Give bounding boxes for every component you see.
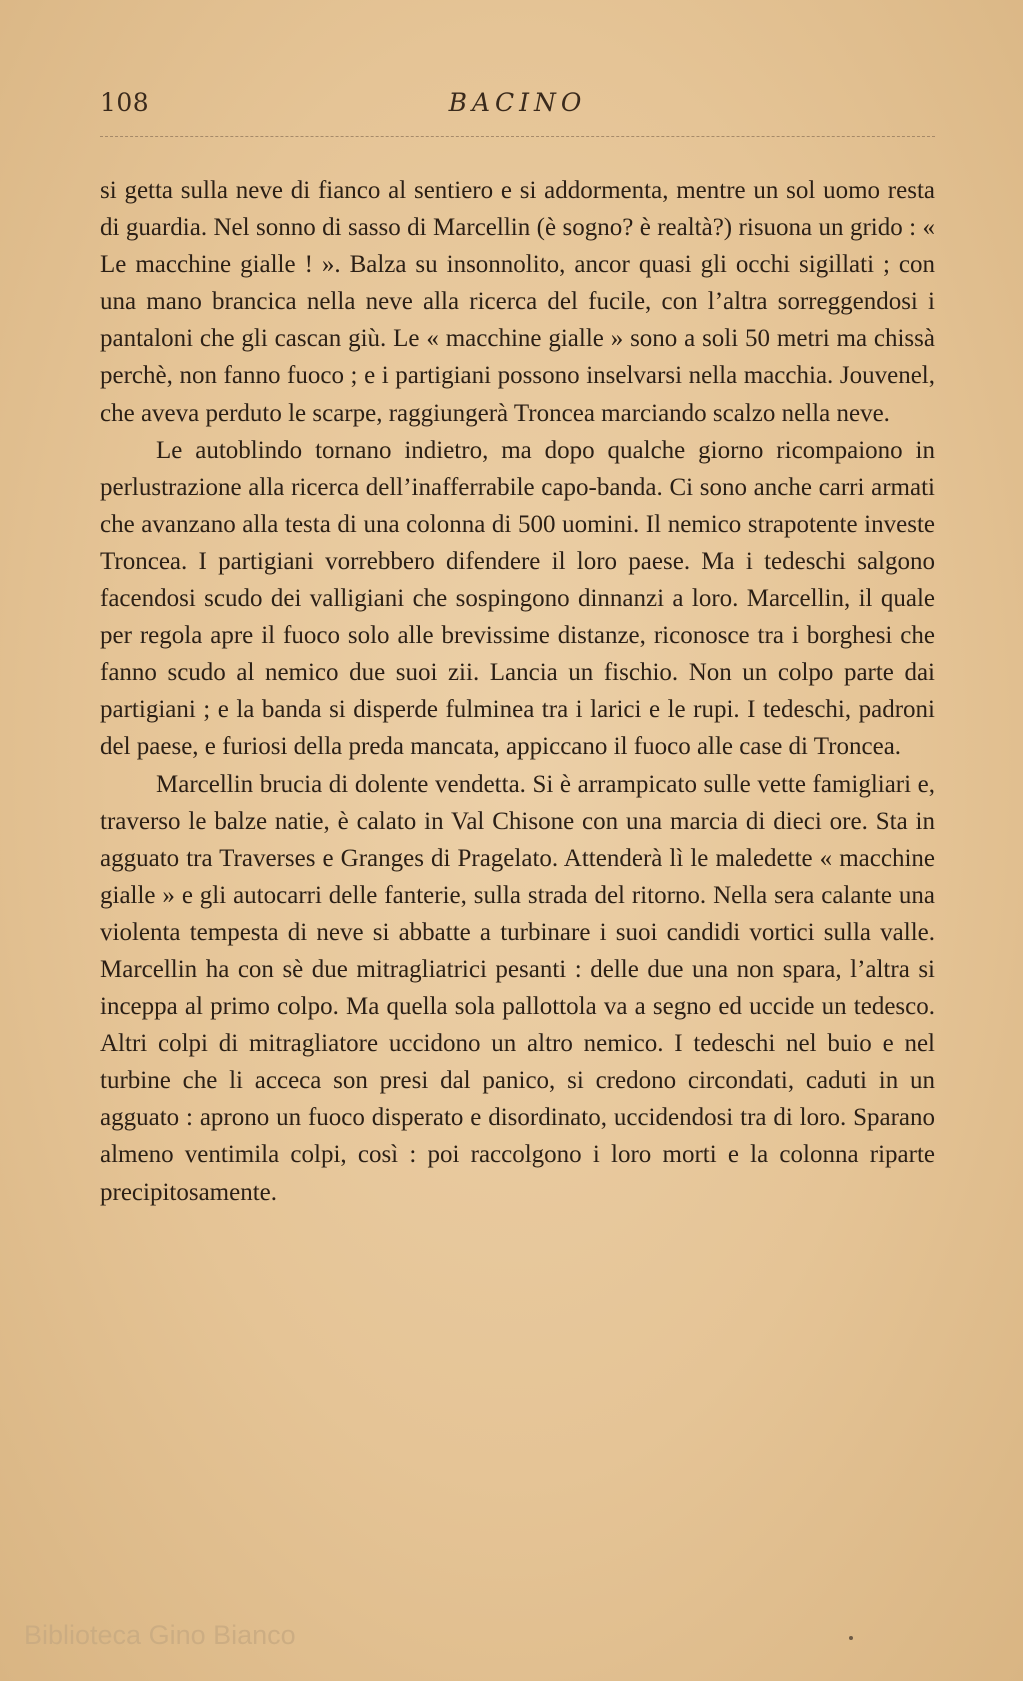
paragraph-1: si getta sulla neve di fianco al sentiero e si addormenta, mentre un sol uomo resta di guardia. Nel sonno di sasso di Marcellin (è sogno? è realtà?) risuona un grido : « Le macchine gialle ! ». Balza su insonnolito, ancor quasi gli occhi sigillati ; con una mano brancica nella neve alla ricerca del fucile, con l’altra sorreggendosi i pantaloni che gli cascan giù. Le « macchine gialle » sono a soli 50 metri ma chissà perchè, non fanno fuoco ; e i partigiani possono inselvarsi nella macchia. Jouvenel, che aveva perduto le scarpe, raggiungerà Troncea marciando scalzo nella neve. [100, 177, 935, 427]
page-number: 108 [100, 88, 150, 117]
body-text [100, 172, 935, 1211]
paper-speck [849, 1636, 853, 1640]
page-header [100, 84, 935, 124]
library-watermark: Biblioteca Gino Bianco [24, 1620, 296, 1650]
paragraph-2: Le autoblindo tornano indietro, ma dopo qualche giorno ricompaiono in perlustrazione alla ricerca dell’inafferrabile capo-banda. Ci sono anche carri armati che avanzano alla testa di una colonna di 500 uomini. Il nemico strapotente investe Troncea. I partigiani vorrebbero difendere il loro paese. Ma i tedeschi salgono facendosi scudo dei valligiani che sospingono dinnanzi a loro. Marcellin, il quale per regola apre il fuoco solo alle brevissime distanze, riconosce tra i borghesi che fanno scudo al nemico due suoi zii. Lancia un fischio. Non un colpo parte dai partigiani ; e la banda si disperde fulminea tra i larici e le rupi. I tedeschi, padroni del paese, e furiosi della preda mancata, appiccano il fuoco alle case di Troncea. [100, 436, 935, 761]
paragraph-3: Marcellin brucia di dolente vendetta. Si è arrampicato sulle vette famigliari e, traverso le balze natie, è calato in Val Chisone con una marcia di dieci ore. Sta in agguato tra Traverses e Granges di Pragelato. Attenderà lì le maledette « macchine gialle » e gli autocarri delle fanterie, sulla strada del ritorno. Nella sera calante una violenta tempesta di neve si abbatte a turbinare i suoi candidi vortici sulla valle. Marcellin ha con sè due mitragliatrici pesanti : delle due una non spara, l’altra si inceppa al primo colpo. Ma quella sola pallottola va a segno ed uccide un tedesco. Altri colpi di mitragliatore uccidono un altro nemico. I tedeschi nel buio e nel turbine che li acceca son presi dal panico, si credono circondati, caduti in un agguato : aprono un fuoco disperato e disordinato, uccidendosi tra di loro. Sparano almeno ventimila colpi, così : poi raccolgono i loro morti e la colonna riparte precipitosamente. [100, 770, 935, 1206]
header-rule [100, 136, 935, 137]
running-title: BACINO [448, 88, 587, 117]
